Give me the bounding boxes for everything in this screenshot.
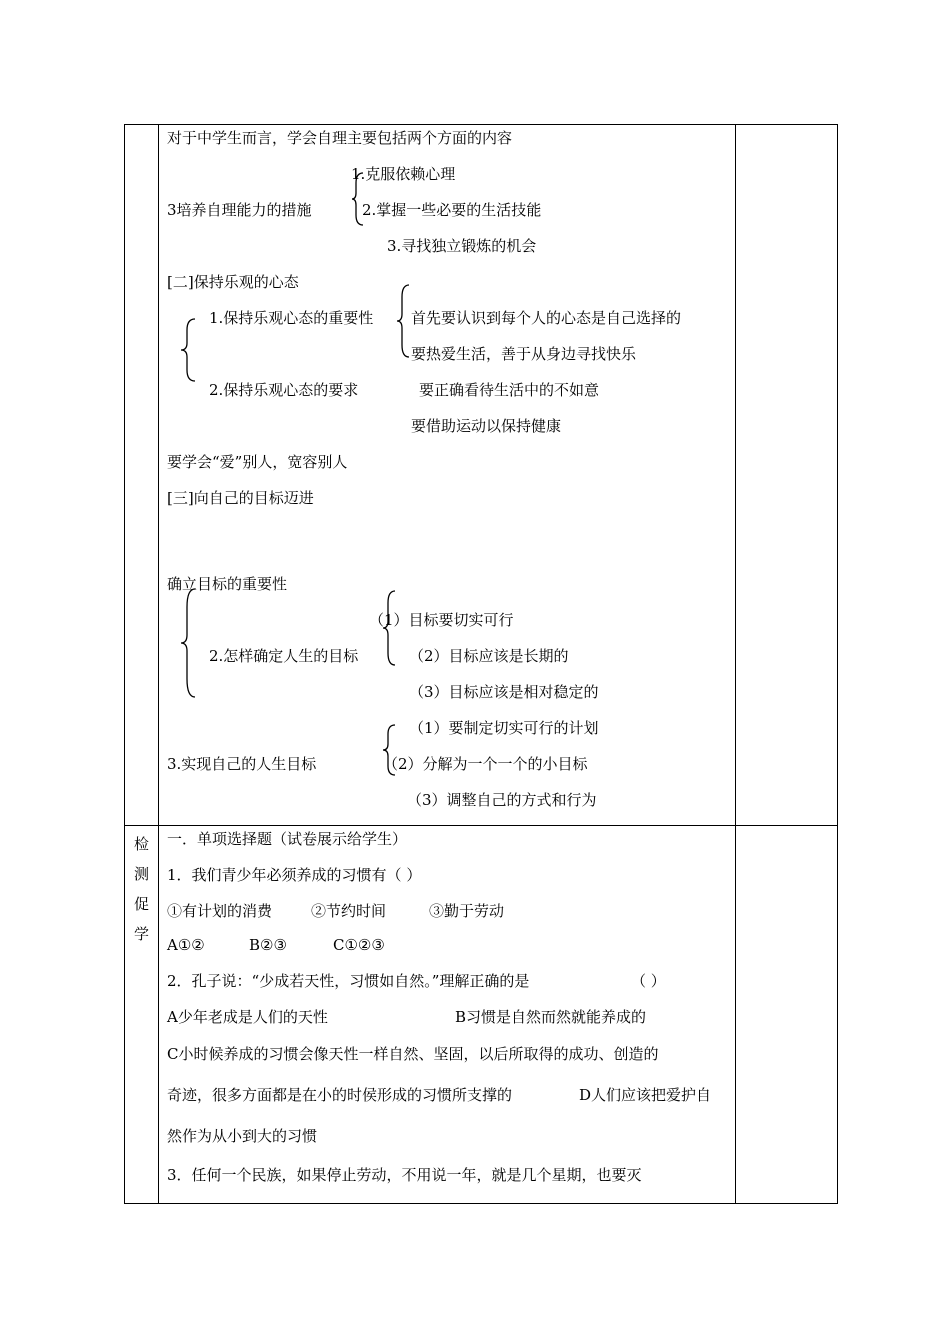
q1-statement-3: ③勤于劳动 <box>429 902 505 920</box>
q1-option-c: C①②③ <box>333 936 385 954</box>
goal-achieve-point-3: （3）调整自己的方式和行为 <box>407 791 597 809</box>
side-label-char: 检 <box>133 835 149 853</box>
brace-optimism <box>179 317 197 383</box>
optimism-requirement-point-1: 要正确看待生活中的不如意 <box>419 381 600 399</box>
brace-goals <box>179 587 197 699</box>
goal-achieve-point-2: （2）分解为一个一个的小目标 <box>383 755 588 773</box>
column-divider-left <box>158 125 159 1203</box>
goal-how-point-3: （3）目标应该是相对稳定的 <box>409 683 599 701</box>
goal-how-point-1: （1）目标要切实可行 <box>369 611 514 629</box>
optimism-importance-label: 1.保持乐观心态的重要性 <box>209 309 374 327</box>
q2-stem: 2．孔子说：“少成若天性，习惯如自然。”理解正确的是 <box>167 972 530 990</box>
q1-option-b: B②③ <box>249 936 287 954</box>
optimism-requirement-point-2: 要借助运动以保持健康 <box>411 417 562 435</box>
optimism-requirement-label: 2.保持乐观心态的要求 <box>209 381 359 399</box>
goal-achieve-point-1: （1）要制定切实可行的计划 <box>409 719 599 737</box>
optimism-importance-point-1: 首先要认识到每个人的心态是自己选择的 <box>411 309 682 327</box>
q2-option-c-line1: C小时候养成的习惯会像天性一样自然、坚固，以后所取得的成功、创造的 <box>167 1045 659 1063</box>
side-label-char: 学 <box>133 925 149 943</box>
goal-how-label: 2.怎样确定人生的目标 <box>209 647 359 665</box>
q1-option-a: A①② <box>167 936 205 954</box>
brace-goal-how <box>381 589 397 667</box>
measure-item-3: 3.寻找独立锻炼的机会 <box>387 237 537 255</box>
brace-optimism-importance <box>395 283 411 359</box>
love-others-text: 要学会“爱”别人，宽容别人 <box>167 453 348 471</box>
q3-stem: 3．任何一个民族，如果停止劳动，不用说一年，就是几个星期，也要灭 <box>167 1166 642 1184</box>
side-label-char: 测 <box>133 865 149 883</box>
heading-optimism: [二]保持乐观的心态 <box>167 273 299 291</box>
heading-goals: [三]向自己的目标迈进 <box>167 489 314 507</box>
q2-option-d-part1: D人们应该把爱护自 <box>579 1086 712 1104</box>
q1-stem: 1．我们青少年必须养成的习惯有（ ） <box>167 866 422 884</box>
measure-item-2: 2.掌握一些必要的生活技能 <box>362 201 542 219</box>
side-label-char: 促 <box>133 895 149 913</box>
q1-statement-2: ②节约时间 <box>311 902 387 920</box>
q2-blank: （ ） <box>631 972 666 990</box>
side-label <box>125 829 158 949</box>
column-divider-right <box>735 125 736 1203</box>
row-divider <box>125 825 837 826</box>
q2-option-d-part2: 然作为从小到大的习惯 <box>167 1127 318 1145</box>
q2-option-c-line2: 奇迹，很多方面都是在小的时侯形成的习惯所支撑的 <box>167 1086 513 1104</box>
goal-importance-text: 确立目标的重要性 <box>167 575 288 593</box>
q2-option-a: A少年老成是人们的天性 <box>167 1008 328 1026</box>
q1-statement-1: ①有计划的消费 <box>167 902 273 920</box>
goal-how-point-2: （2）目标应该是长期的 <box>409 647 569 665</box>
quiz-heading: 一．单项选择题（试卷展示给学生） <box>167 830 408 848</box>
intro-text: 对于中学生而言，学会自理主要包括两个方面的内容 <box>167 129 513 147</box>
q2-option-b: B习惯是自然而然就能养成的 <box>455 1008 647 1026</box>
measures-label: 3培养自理能力的措施 <box>167 201 312 219</box>
measure-item-1: 1.克服依赖心理 <box>351 165 456 183</box>
goal-achieve-label: 3.实现自己的人生目标 <box>167 755 317 773</box>
optimism-importance-point-2: 要热爱生活，善于从身边寻找快乐 <box>411 345 637 363</box>
lesson-plan-table <box>124 124 838 1204</box>
